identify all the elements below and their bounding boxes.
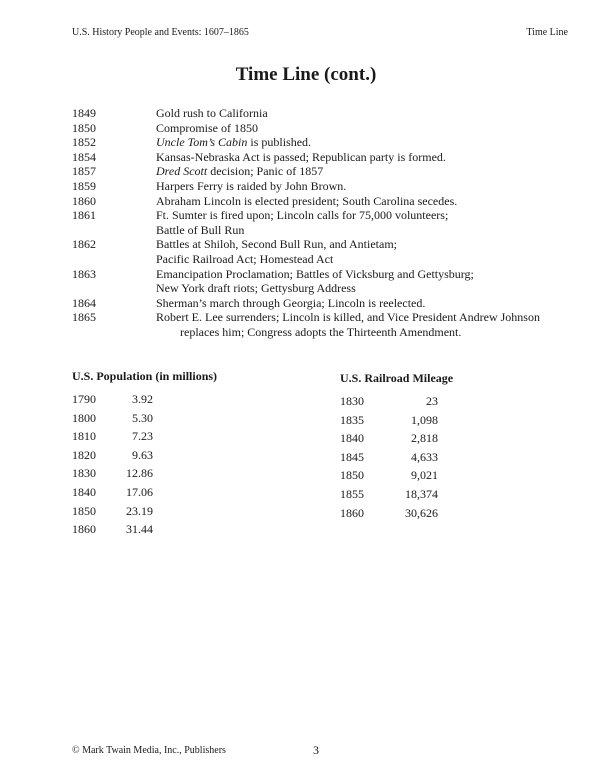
- timeline-description: [156, 194, 572, 209]
- timeline-description: [156, 179, 572, 194]
- timeline-line: [156, 164, 572, 179]
- railroad-value: 23: [426, 394, 438, 408]
- timeline-line: [156, 150, 572, 165]
- timeline-text: decision; Panic of 1857: [207, 164, 324, 179]
- timeline-description: [156, 121, 572, 136]
- timeline-text: Ft. Sumter is fired upon; Lincoln calls for 75,000 volunteers;: [156, 208, 449, 223]
- timeline-description: [156, 208, 572, 237]
- population-value: 12.86: [126, 466, 153, 481]
- timeline-text: Robert E. Lee surrenders; Lincoln is killed, and Vice President Andrew Johnson: [156, 310, 540, 325]
- timeline-year: 1859: [72, 178, 96, 193]
- population-row: [72, 446, 217, 465]
- timeline-year: 1857: [72, 164, 96, 179]
- railroad-row: [340, 429, 453, 448]
- railroad-row: [340, 485, 453, 504]
- timeline-year: 1854: [72, 149, 96, 164]
- railroad-year: 1850: [340, 468, 364, 483]
- timeline-line: [156, 135, 572, 150]
- railroad-year: 1855: [340, 486, 364, 501]
- timeline-entry: [72, 237, 572, 266]
- population-row: [72, 464, 217, 483]
- population-table-title: U.S. Population (in millions): [72, 369, 218, 383]
- railroad-row: [340, 466, 453, 485]
- population-value: 31.44: [126, 522, 153, 537]
- timeline-line: [156, 310, 572, 325]
- population-row: [72, 427, 217, 446]
- timeline-description: [156, 164, 572, 179]
- railroad-year: 1840: [340, 431, 364, 446]
- population-year: 1810: [72, 429, 96, 444]
- railroad-row: [340, 504, 453, 523]
- timeline-entry: [72, 296, 572, 311]
- railroad-value: 9,021: [411, 468, 438, 483]
- timeline-description: [156, 150, 572, 165]
- timeline-text: replaces him; Congress adopts the Thirteenth Amendment.: [180, 324, 462, 339]
- timeline-description: [156, 267, 572, 296]
- timeline-entry: [72, 150, 572, 165]
- population-year: 1840: [72, 484, 96, 499]
- timeline-description: [156, 296, 572, 311]
- timeline-year: 1865: [72, 310, 96, 325]
- timeline-line: [156, 208, 572, 223]
- timeline-text: Gold rush to California: [156, 106, 268, 120]
- railroad-year: 1860: [340, 505, 364, 520]
- timeline-year: 1864: [72, 295, 96, 310]
- timeline-text: Sherman’s march through Georgia; Lincoln is reelected.: [156, 295, 426, 310]
- railroad-value: 2,818: [411, 431, 438, 446]
- timeline-line: [156, 281, 572, 296]
- railroad-table: [340, 371, 453, 522]
- population-table-body: [72, 390, 217, 539]
- railroad-table-title: U.S. Railroad Mileage: [340, 371, 454, 385]
- railroad-row: [340, 411, 453, 430]
- timeline-entry: [72, 310, 572, 339]
- timeline-description: [156, 106, 572, 121]
- timeline-line: [156, 296, 572, 311]
- population-row: [72, 409, 217, 428]
- timeline-text: is published.: [247, 135, 312, 150]
- timeline-entry: [72, 135, 572, 150]
- timeline-text: Emancipation Proclamation; Battles of Vicksburg and Gettysburg;: [156, 266, 474, 281]
- page-title: Time Line (cont.): [235, 64, 377, 85]
- population-value: 3.92: [132, 392, 153, 406]
- timeline-line: [156, 325, 572, 340]
- timeline-text: Battle of Bull Run: [156, 222, 245, 237]
- timeline-entry: [72, 179, 572, 194]
- population-row: [72, 502, 217, 521]
- timeline-year: 1860: [72, 193, 96, 208]
- population-year: 1860: [72, 522, 96, 537]
- timeline-list: [72, 106, 572, 340]
- population-year: 1820: [72, 447, 96, 462]
- railroad-value: 18,374: [405, 486, 438, 501]
- population-year: 1850: [72, 503, 96, 518]
- railroad-row: [340, 392, 453, 411]
- railroad-year: 1830: [340, 394, 364, 408]
- running-header-section: Time Line: [526, 27, 568, 38]
- timeline-text: Harpers Ferry is raided by John Brown.: [156, 178, 347, 193]
- timeline-text: Abraham Lincoln is elected president; South Carolina secedes.: [156, 193, 458, 208]
- timeline-line: [156, 267, 572, 282]
- timeline-entry: [72, 121, 572, 136]
- timeline-italic-title: Uncle Tom’s Cabin: [156, 135, 248, 150]
- timeline-line: [156, 237, 572, 252]
- timeline-italic-title: Dred Scott: [156, 164, 208, 179]
- timeline-year: 1852: [72, 135, 96, 150]
- timeline-year: 1850: [72, 120, 96, 135]
- railroad-table-body: [340, 392, 453, 522]
- timeline-line: [156, 106, 572, 121]
- timeline-entry: [72, 106, 572, 121]
- timeline-entry: [72, 208, 572, 237]
- timeline-line: [156, 252, 572, 267]
- timeline-year: 1863: [72, 266, 96, 281]
- population-value: 7.23: [132, 429, 153, 444]
- page-number: 3: [313, 743, 319, 757]
- railroad-value: 30,626: [405, 505, 438, 520]
- timeline-entry: [72, 194, 572, 209]
- population-row: [72, 483, 217, 502]
- population-value: 17.06: [126, 484, 153, 499]
- timeline-text: Pacific Railroad Act; Homestead Act: [156, 251, 334, 266]
- timeline-year: 1861: [72, 208, 96, 223]
- timeline-year: 1862: [72, 237, 96, 252]
- population-row: [72, 390, 217, 409]
- timeline-text: New York draft riots; Gettysburg Address: [156, 281, 356, 296]
- timeline-line: [156, 194, 572, 209]
- railroad-value: 4,633: [411, 449, 438, 464]
- footer-publisher: © Mark Twain Media, Inc., Publishers: [72, 745, 226, 756]
- timeline-description: [156, 237, 572, 266]
- timeline-line: [156, 223, 572, 238]
- railroad-row: [340, 448, 453, 467]
- railroad-year: 1835: [340, 412, 364, 427]
- timeline-description: [156, 310, 572, 339]
- population-year: 1830: [72, 466, 96, 481]
- timeline-entry: [72, 164, 572, 179]
- timeline-year: 1849: [72, 106, 96, 120]
- population-year: 1790: [72, 392, 96, 406]
- timeline-text: Compromise of 1850: [156, 120, 258, 135]
- population-row: [72, 520, 217, 539]
- timeline-text: Kansas-Nebraska Act is passed; Republican party is formed.: [156, 149, 446, 164]
- timeline-description: [156, 135, 572, 150]
- timeline-line: [156, 179, 572, 194]
- timeline-line: [156, 121, 572, 136]
- population-value: 9.63: [132, 447, 153, 462]
- railroad-value: 1,098: [411, 412, 438, 427]
- population-value: 23.19: [126, 503, 153, 518]
- population-value: 5.30: [132, 410, 153, 425]
- population-table: [72, 369, 217, 539]
- population-year: 1800: [72, 410, 96, 425]
- timeline-text: Battles at Shiloh, Second Bull Run, and Antietam;: [156, 237, 397, 252]
- railroad-year: 1845: [340, 449, 364, 464]
- timeline-entry: [72, 267, 572, 296]
- running-header-title: U.S. History People and Events: 1607–1865: [72, 27, 249, 38]
